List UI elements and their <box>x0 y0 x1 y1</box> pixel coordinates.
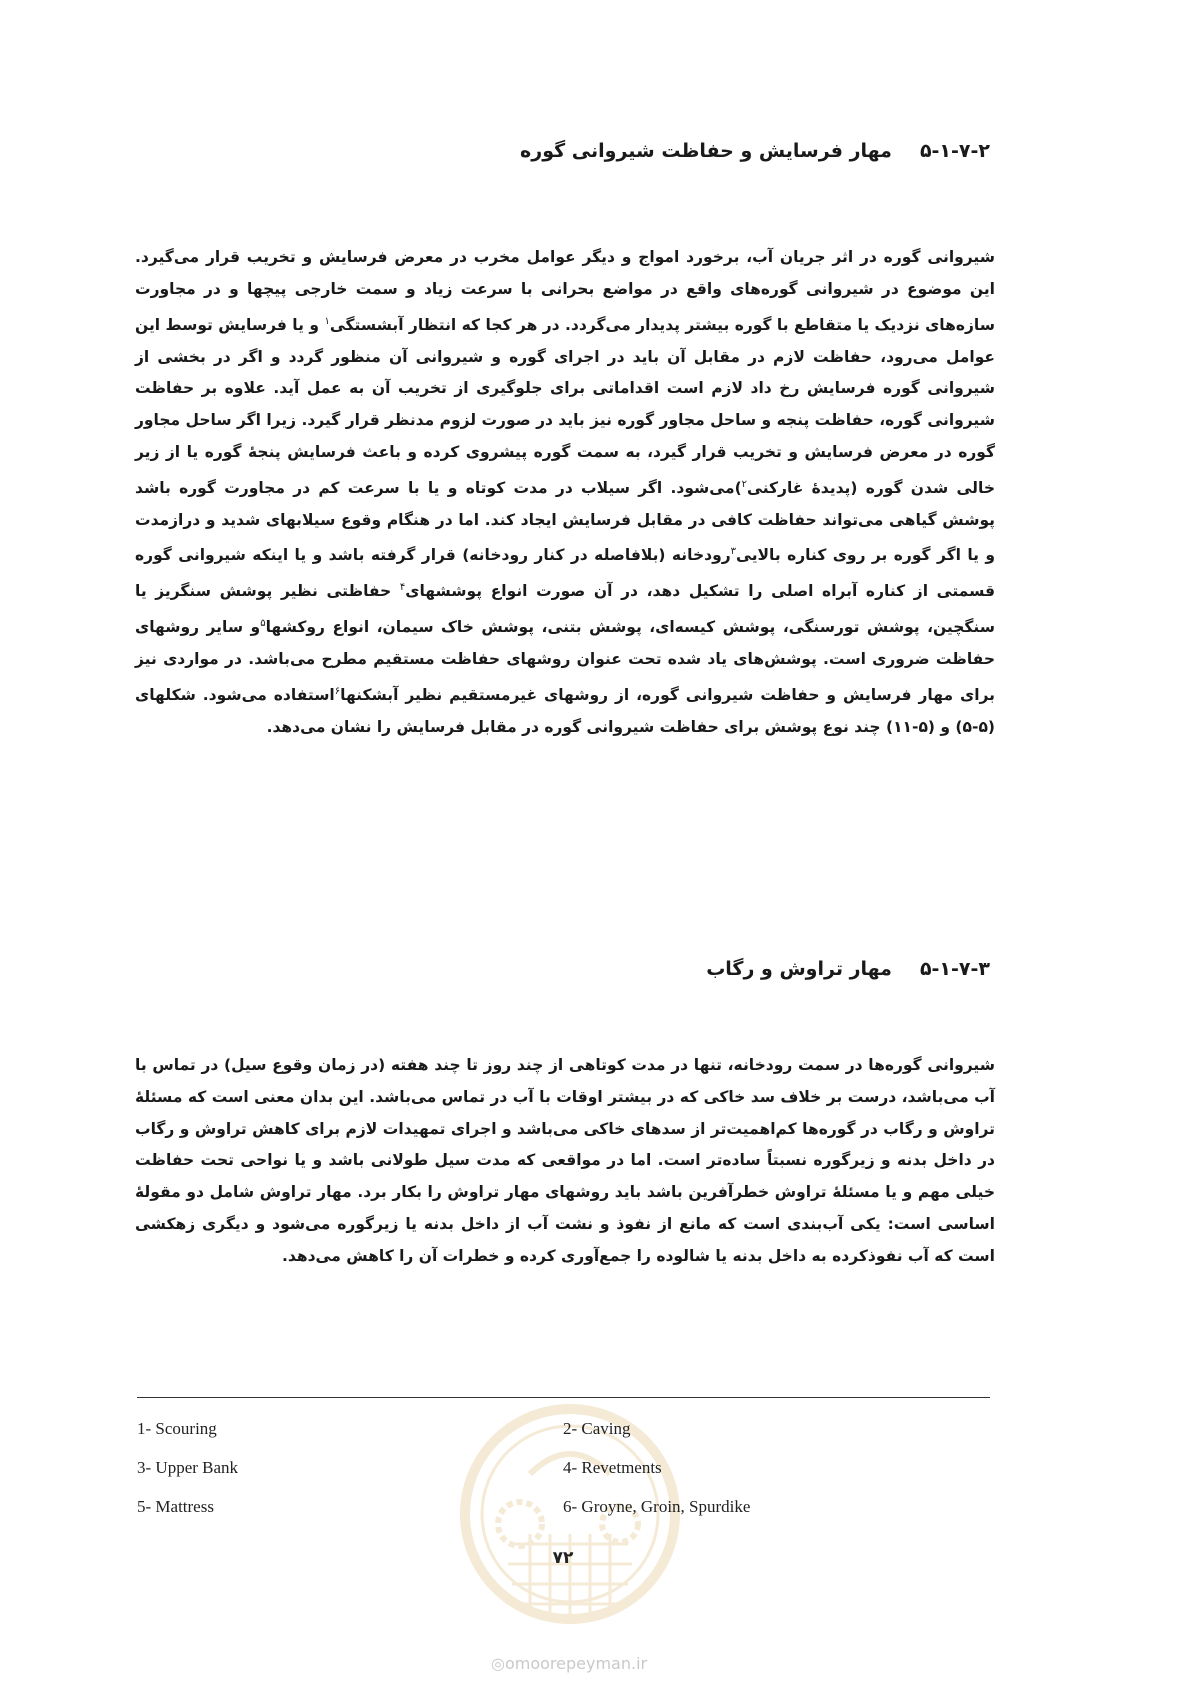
site-text: omoorepeyman.ir <box>504 1654 648 1673</box>
footnote-ref-2[interactable]: ۲ <box>741 478 748 490</box>
section-title: مهار تراوش و رگاب <box>706 958 892 980</box>
paragraph-text: )می‌شود. اگر سیلاب در مدت کوتاه و یا با سرعت کم در مجاورت گوره باشد پوشش گیاهی می‌تواند حفاظت کافی در مقابل فرسایش ایجاد کند. اما در هنگام وقوع سیلابهای شدید و درازمدت و یا اگر گوره بر روی کناره بالایی <box>135 478 995 565</box>
footnote-2: 2- Caving <box>563 1419 631 1438</box>
paragraph-seepage-control: شیروانی گوره‌ها در سمت رودخانه، تنها در مدت کوتاهی از چند روز تا چند هفته (در زمان وقوع سیل) در تماس با آب می‌باشد، درست بر خلاف سد خاکی که در بیشتر اوقات با آب در تماس می‌باشد. این بدان معنی است که مسئلهٔ تراوش و رگاب در گوره‌ها کم‌اهمیت‌تر از سدهای خاکی می‌باشد و اجرای تمهیدات لازم برای کاهش تراوش و رگاب در داخل بدنه و زیرگوره نسبتاً ساده‌تر است. اما در مواقعی که مدت سیل طولانی باشد و یا نواحی تحت حفاظت خیلی مهم و یا مسئلهٔ تراوش خطرآفرین باشد باید روشهای مهار تراوش را بکار برد. مهار تراوش شامل دو مقولهٔ اساسی است: یکی آب‌بندی است که مانع از نفوذ و نشت آب از داخل بدنه یا زیرگوره می‌شود و دیگری زهکشی است که آب نفوذکرده به داخل بدنه یا شالوده را جمع‌آوری کرده و خطرات آن را کاهش می‌دهد. <box>135 1056 995 1265</box>
footnote-ref-3[interactable]: ۳ <box>730 546 737 558</box>
section-heading-erosion <box>520 140 990 162</box>
watermark-site-url <box>491 1654 647 1673</box>
globe-icon: ◎ <box>491 1654 505 1673</box>
section-title: مهار فرسایش و حفاظت شیروانی گوره <box>520 140 892 162</box>
paragraph-text: و یا فرسایش توسط این عوامل می‌رود، حفاظت لازم در مقابل آن باید در اجرای گوره و شیروانی آن منظور گردد و اگر در بخشی از شیروانی گوره فرسایش رخ داد لازم است اقداماتی برای جلوگیری از تخریب آن به عمل آید. علاوه بر حفاظت شیروانی گوره، حفاظت پنجه و ساحل مجاور گوره نیز باید در صورت لزوم مدنظر قرار گیرد. زیرا اگر ساحل مجاور گوره در معرض فرسایش و تخریب قرار گیرد، به سمت گوره پیشروی کرده و باعث فرسایش پنجهٔ گوره یا از زیر خالی شدن گوره (پدیدهٔ غارکنی <box>135 315 995 497</box>
page-number: ۷۲ <box>552 1548 574 1568</box>
footnote-1: 1- Scouring <box>137 1419 217 1438</box>
section-heading-seepage <box>706 958 990 980</box>
paragraph-text: رودخانه (بلافاصله در کنار رودخانه) قرار گرفته باشد و یا اینکه شیروانی گوره قسمتی از کناره آبراه اصلی را تشکیل دهد، در آن صورت انواع پوششهای <box>135 546 995 601</box>
footnote-ref-6[interactable]: ۶ <box>334 686 341 698</box>
paragraph-text: شیروانی گوره در اثر جریان آب، برخورد امواج و دیگر عوامل مخرب در معرض فرسایش و تخریب قرار می‌گیرد. این موضوع در شیروانی گوره‌های واقع در مواضع بحرانی با سرعت زیاد و سمت خارجی پیچها و در مجاورت سازه‌های نزدیک یا متقاطع با گوره بیشتر پدیدار می‌گردد. در هر کجا که انتظار آبشستگی <box>135 248 995 334</box>
footnote-ref-5[interactable]: ۵ <box>260 618 266 630</box>
paragraph-text: و سایر روشهای حفاظت ضروری است. پوشش‌های یاد شده تحت عنوان روشهای حفاظت مستقیم مطرح می‌باشد. در مواردی نیز برای مهار فرسایش و حفاظت شیروانی گوره، از روشهای غیرمستقیم نظیر آبشکنها <box>135 618 995 705</box>
footnote-3: 3- Upper Bank <box>137 1458 239 1477</box>
paragraph-erosion-control <box>135 242 995 744</box>
paragraph-text: حفاظتی نظیر پوشش سنگریز یا سنگچین، پوشش تورسنگی، پوشش کیسه‌ای، پوشش بتنی، پوشش خاک سیمان، انواع روکشها <box>135 582 996 637</box>
section-number: ۵-۱-۷-۳ <box>919 958 990 980</box>
footnote-ref-4[interactable]: ۴ <box>399 582 406 594</box>
paragraph-text: استفاده می‌شود. شکلهای (۵-۵) و (۵-۱۱) چند نوع پوشش برای حفاظت شیروانی گوره در مقابل فرسایش را نشان می‌دهد. <box>135 686 995 737</box>
section-number: ۵-۱-۷-۲ <box>919 140 990 162</box>
footnote-ref-1[interactable]: ۱ <box>324 315 330 327</box>
footnote-5: 5- Mattress <box>137 1497 214 1516</box>
footnote-4: 4- Revetments <box>563 1458 662 1477</box>
footnote-6: 6- Groyne, Groin, Spurdike <box>563 1497 751 1516</box>
